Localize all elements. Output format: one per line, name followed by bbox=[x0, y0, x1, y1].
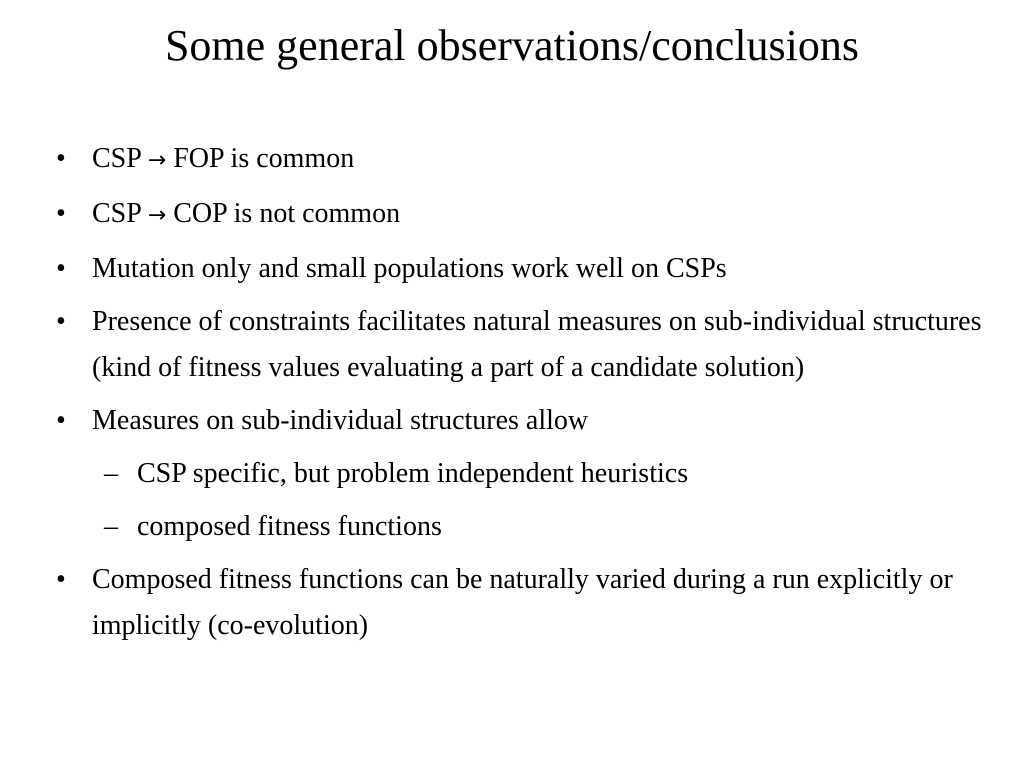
item-text: Measures on sub-individual structures allow bbox=[92, 405, 589, 436]
sub-list bbox=[92, 451, 982, 550]
item-text: Presence of constraints facilitates natural measures on sub-individual structures (kind of fitness values evaluating a part of a candidate solution) bbox=[92, 306, 982, 383]
bullet-icon: • bbox=[56, 306, 66, 337]
bullet-icon: • bbox=[56, 253, 66, 284]
item-text-pre: CSP bbox=[92, 198, 148, 229]
right-arrow-icon: → bbox=[147, 203, 167, 228]
bullet-icon: • bbox=[56, 198, 66, 229]
list-item bbox=[52, 398, 982, 550]
item-text-pre: CSP bbox=[92, 143, 148, 174]
bullet-list bbox=[52, 136, 982, 656]
list-item bbox=[52, 246, 982, 292]
dash-icon: – bbox=[104, 511, 118, 542]
sub-item-text: composed fitness functions bbox=[137, 511, 442, 542]
list-item bbox=[52, 136, 982, 184]
item-text: Composed fitness functions can be naturally varied during a run explicitly or implicitly (co-evolution) bbox=[92, 564, 953, 641]
bullet-icon: • bbox=[56, 564, 66, 595]
dash-icon: – bbox=[104, 458, 118, 489]
sub-list-item bbox=[52, 451, 982, 497]
list-item bbox=[52, 557, 982, 649]
item-text-post: FOP is common bbox=[166, 143, 355, 174]
list-item bbox=[52, 191, 982, 239]
slide-title: Some general observations/conclusions bbox=[164, 21, 860, 70]
list-item bbox=[52, 299, 982, 391]
item-text: Mutation only and small populations work well on CSPs bbox=[92, 253, 727, 284]
sub-item-text: CSP specific, but problem independent heuristics bbox=[137, 458, 689, 489]
right-arrow-icon: → bbox=[147, 148, 167, 173]
sub-list-item bbox=[52, 504, 982, 550]
bullet-icon: • bbox=[56, 143, 66, 174]
bullet-icon: • bbox=[56, 405, 66, 436]
item-text-post: COP is not common bbox=[166, 198, 401, 229]
